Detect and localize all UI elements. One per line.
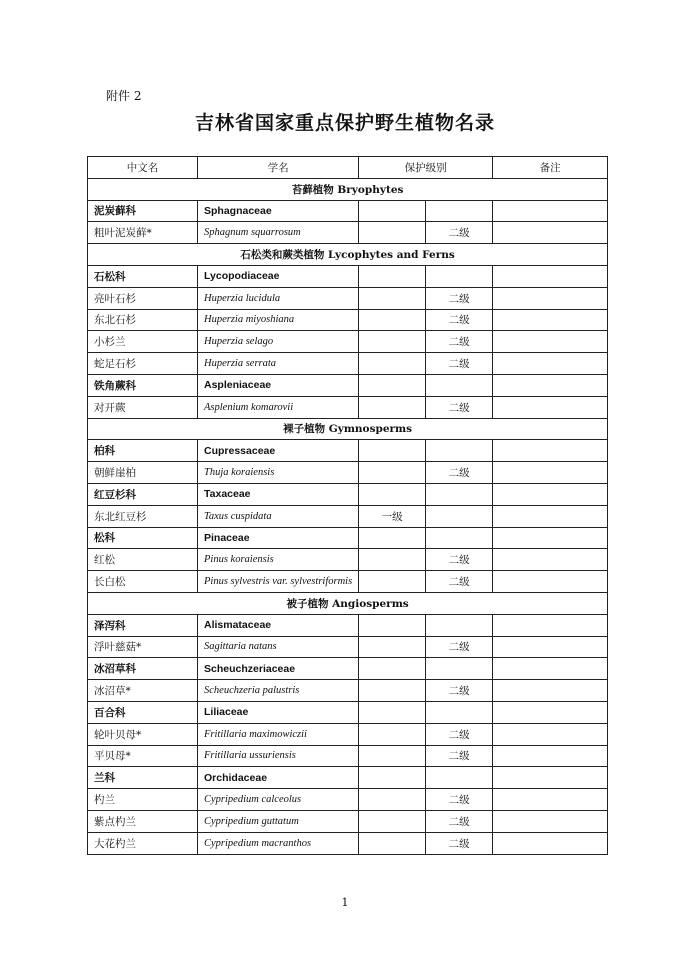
- level-second-class: 二级: [426, 222, 493, 244]
- remarks-cell: [493, 789, 608, 811]
- species-scientific-name: Pinus koraiensis: [198, 549, 359, 571]
- species-row: [88, 396, 608, 418]
- remarks-cell: [493, 483, 608, 505]
- level-first-class: [359, 353, 426, 375]
- level-cell-2: [426, 767, 493, 789]
- remarks-cell: [493, 462, 608, 484]
- remarks-cell: [493, 658, 608, 680]
- remarks-cell: [493, 723, 608, 745]
- species-scientific-name: Cypripedium macranthos: [198, 832, 359, 854]
- remarks-cell: [493, 571, 608, 593]
- remarks-cell: [493, 396, 608, 418]
- section-title: 石松类和蕨类植物 Lycophytes and Ferns: [88, 244, 608, 266]
- species-scientific-name: Asplenium komarovii: [198, 396, 359, 418]
- species-chinese-name: 东北石杉: [88, 309, 198, 331]
- species-row: [88, 549, 608, 571]
- species-scientific-name: Fritillaria maximowiczii: [198, 723, 359, 745]
- remarks-cell: [493, 331, 608, 353]
- level-first-class: [359, 789, 426, 811]
- remarks-cell: [493, 614, 608, 636]
- family-row: [88, 767, 608, 789]
- remarks-cell: [493, 265, 608, 287]
- level-cell-1: [359, 200, 426, 222]
- level-cell-1: [359, 658, 426, 680]
- family-chinese-name: 泽泻科: [88, 614, 198, 636]
- species-scientific-name: Fritillaria ussuriensis: [198, 745, 359, 767]
- species-row: [88, 636, 608, 658]
- species-chinese-name: 亮叶石杉: [88, 287, 198, 309]
- species-row: [88, 810, 608, 832]
- level-second-class: 二级: [426, 396, 493, 418]
- species-row: [88, 222, 608, 244]
- remarks-cell: [493, 549, 608, 571]
- remarks-cell: [493, 636, 608, 658]
- table-body: [88, 178, 608, 854]
- family-chinese-name: 松科: [88, 527, 198, 549]
- level-first-class: 一级: [359, 505, 426, 527]
- species-chinese-name: 轮叶贝母*: [88, 723, 198, 745]
- family-row: [88, 440, 608, 462]
- species-chinese-name: 杓兰: [88, 789, 198, 811]
- family-row: [88, 614, 608, 636]
- species-chinese-name: 大花杓兰: [88, 832, 198, 854]
- level-cell-2: [426, 614, 493, 636]
- family-scientific-name: Scheuchzeriaceae: [198, 658, 359, 680]
- remarks-cell: [493, 832, 608, 854]
- species-chinese-name: 朝鲜崖柏: [88, 462, 198, 484]
- species-scientific-name: Huperzia selago: [198, 331, 359, 353]
- remarks-cell: [493, 745, 608, 767]
- level-first-class: [359, 462, 426, 484]
- attachment-label: 附件 2: [106, 89, 142, 103]
- species-chinese-name: 平贝母*: [88, 745, 198, 767]
- remarks-cell: [493, 701, 608, 723]
- family-chinese-name: 红豆杉科: [88, 483, 198, 505]
- remarks-cell: [493, 374, 608, 396]
- species-row: [88, 287, 608, 309]
- family-chinese-name: 兰科: [88, 767, 198, 789]
- family-scientific-name: Lycopodiaceae: [198, 265, 359, 287]
- species-scientific-name: Cypripedium calceolus: [198, 789, 359, 811]
- section-title: 苔藓植物 Bryophytes: [88, 178, 608, 200]
- section-title: 被子植物 Angiosperms: [88, 592, 608, 614]
- remarks-cell: [493, 309, 608, 331]
- header-chinese-name: 中文名: [88, 157, 198, 179]
- level-cell-1: [359, 440, 426, 462]
- species-chinese-name: 红松: [88, 549, 198, 571]
- species-row: [88, 505, 608, 527]
- level-first-class: [359, 832, 426, 854]
- species-scientific-name: Sagittaria natans: [198, 636, 359, 658]
- species-chinese-name: 蛇足石杉: [88, 353, 198, 375]
- level-second-class: 二级: [426, 287, 493, 309]
- family-chinese-name: 铁角蕨科: [88, 374, 198, 396]
- family-scientific-name: Orchidaceae: [198, 767, 359, 789]
- family-row: [88, 527, 608, 549]
- species-scientific-name: Taxus cuspidata: [198, 505, 359, 527]
- level-first-class: [359, 396, 426, 418]
- remarks-cell: [493, 440, 608, 462]
- species-scientific-name: Sphagnum squarrosum: [198, 222, 359, 244]
- protected-plants-table: [87, 156, 608, 855]
- species-scientific-name: Huperzia serrata: [198, 353, 359, 375]
- family-row: [88, 265, 608, 287]
- species-chinese-name: 小杉兰: [88, 331, 198, 353]
- level-first-class: [359, 571, 426, 593]
- level-cell-1: [359, 483, 426, 505]
- species-row: [88, 745, 608, 767]
- table-header-row: [88, 157, 608, 179]
- level-second-class: 二级: [426, 832, 493, 854]
- level-second-class: 二级: [426, 680, 493, 702]
- family-scientific-name: Aspleniaceae: [198, 374, 359, 396]
- species-scientific-name: Thuja koraiensis: [198, 462, 359, 484]
- species-chinese-name: 东北红豆杉: [88, 505, 198, 527]
- level-second-class: 二级: [426, 309, 493, 331]
- level-cell-1: [359, 374, 426, 396]
- family-scientific-name: Taxaceae: [198, 483, 359, 505]
- level-second-class: 二级: [426, 571, 493, 593]
- section-title: 裸子植物 Gymnosperms: [88, 418, 608, 440]
- species-chinese-name: 粗叶泥炭藓*: [88, 222, 198, 244]
- remarks-cell: [493, 505, 608, 527]
- species-scientific-name: Huperzia lucidula: [198, 287, 359, 309]
- level-first-class: [359, 680, 426, 702]
- species-row: [88, 789, 608, 811]
- page-number: 1: [341, 896, 349, 909]
- level-cell-2: [426, 527, 493, 549]
- species-scientific-name: Huperzia miyoshiana: [198, 309, 359, 331]
- species-row: [88, 680, 608, 702]
- family-scientific-name: Cupressaceae: [198, 440, 359, 462]
- species-row: [88, 571, 608, 593]
- page-title: 吉林省国家重点保护野生植物名录: [194, 112, 495, 134]
- species-row: [88, 723, 608, 745]
- family-row: [88, 200, 608, 222]
- level-first-class: [359, 810, 426, 832]
- level-cell-2: [426, 658, 493, 680]
- remarks-cell: [493, 527, 608, 549]
- level-first-class: [359, 745, 426, 767]
- remarks-cell: [493, 287, 608, 309]
- family-chinese-name: 泥炭藓科: [88, 200, 198, 222]
- level-cell-2: [426, 200, 493, 222]
- species-scientific-name: Cypripedium guttatum: [198, 810, 359, 832]
- remarks-cell: [493, 680, 608, 702]
- header-scientific-name: 学名: [198, 157, 359, 179]
- level-cell-1: [359, 614, 426, 636]
- species-row: [88, 832, 608, 854]
- level-first-class: [359, 309, 426, 331]
- species-chinese-name: 紫点杓兰: [88, 810, 198, 832]
- family-scientific-name: Alismataceae: [198, 614, 359, 636]
- level-cell-2: [426, 483, 493, 505]
- section-row: [88, 178, 608, 200]
- remarks-cell: [493, 353, 608, 375]
- level-second-class: 二级: [426, 789, 493, 811]
- species-chinese-name: 浮叶慈菇*: [88, 636, 198, 658]
- level-second-class: 二级: [426, 745, 493, 767]
- remarks-cell: [493, 222, 608, 244]
- level-cell-1: [359, 767, 426, 789]
- level-second-class: 二级: [426, 549, 493, 571]
- species-row: [88, 353, 608, 375]
- species-scientific-name: Pinus sylvestris var. sylvestriformis: [198, 571, 359, 593]
- header-remarks: 备注: [493, 157, 608, 179]
- species-chinese-name: 对开蕨: [88, 396, 198, 418]
- section-row: [88, 592, 608, 614]
- family-scientific-name: Liliaceae: [198, 701, 359, 723]
- level-cell-2: [426, 374, 493, 396]
- level-first-class: [359, 549, 426, 571]
- level-second-class: 二级: [426, 723, 493, 745]
- level-second-class: 二级: [426, 810, 493, 832]
- level-first-class: [359, 636, 426, 658]
- level-cell-2: [426, 265, 493, 287]
- level-second-class: 二级: [426, 331, 493, 353]
- level-cell-1: [359, 265, 426, 287]
- species-row: [88, 331, 608, 353]
- species-chinese-name: 冰沼草*: [88, 680, 198, 702]
- remarks-cell: [493, 200, 608, 222]
- family-scientific-name: Sphagnaceae: [198, 200, 359, 222]
- level-first-class: [359, 723, 426, 745]
- family-chinese-name: 百合科: [88, 701, 198, 723]
- family-chinese-name: 柏科: [88, 440, 198, 462]
- header-protection-level: 保护级别: [359, 157, 493, 179]
- level-cell-1: [359, 527, 426, 549]
- family-row: [88, 701, 608, 723]
- level-second-class: 二级: [426, 636, 493, 658]
- species-row: [88, 309, 608, 331]
- family-row: [88, 483, 608, 505]
- family-scientific-name: Pinaceae: [198, 527, 359, 549]
- level-cell-2: [426, 701, 493, 723]
- remarks-cell: [493, 810, 608, 832]
- level-second-class: 二级: [426, 353, 493, 375]
- section-row: [88, 418, 608, 440]
- species-row: [88, 462, 608, 484]
- level-first-class: [359, 287, 426, 309]
- level-first-class: [359, 331, 426, 353]
- section-row: [88, 244, 608, 266]
- species-chinese-name: 长白松: [88, 571, 198, 593]
- level-second-class: [426, 505, 493, 527]
- level-cell-1: [359, 701, 426, 723]
- remarks-cell: [493, 767, 608, 789]
- level-second-class: 二级: [426, 462, 493, 484]
- family-row: [88, 658, 608, 680]
- species-scientific-name: Scheuchzeria palustris: [198, 680, 359, 702]
- family-row: [88, 374, 608, 396]
- family-chinese-name: 石松科: [88, 265, 198, 287]
- family-chinese-name: 冰沼草科: [88, 658, 198, 680]
- level-cell-2: [426, 440, 493, 462]
- level-first-class: [359, 222, 426, 244]
